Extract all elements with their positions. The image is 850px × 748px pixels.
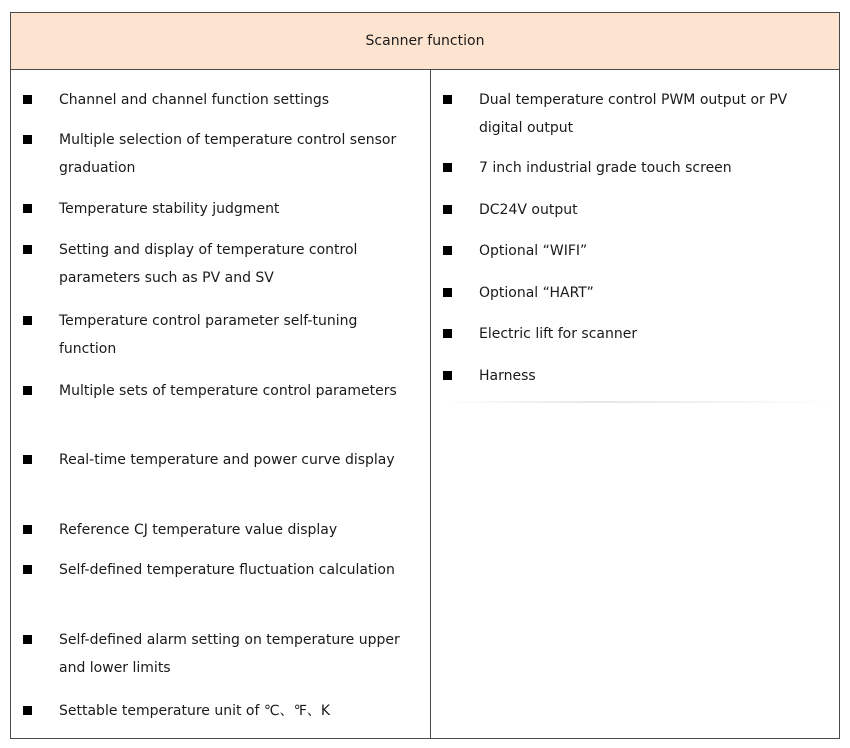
list-item: Electric lift for scanner [431, 320, 831, 348]
square-bullet-icon [23, 706, 32, 715]
square-bullet-icon [23, 565, 32, 574]
list-item: Harness [431, 362, 831, 390]
list-item: Settable temperature unit of ℃、℉、K [11, 697, 411, 725]
list-item: Optional “WIFI” [431, 237, 831, 265]
list-item: Temperature stability judgment [11, 195, 411, 223]
list-item: Real-time temperature and power curve display [11, 446, 411, 474]
left-column [11, 70, 431, 738]
square-bullet-icon [23, 316, 32, 325]
square-bullet-icon [23, 135, 32, 144]
list-item: Dual temperature control PWM output or PV digital output [431, 86, 831, 142]
list-item: Self-defined alarm setting on temperature upper and lower limits [11, 626, 411, 682]
list-item: Temperature control parameter self-tuning function [11, 307, 411, 363]
right-column [431, 70, 839, 738]
square-bullet-icon [443, 95, 452, 104]
square-bullet-icon [23, 525, 32, 534]
square-bullet-icon [23, 95, 32, 104]
square-bullet-icon [443, 205, 452, 214]
list-item: Setting and display of temperature control parameters such as PV and SV [11, 236, 411, 292]
square-bullet-icon [23, 635, 32, 644]
square-bullet-icon [443, 163, 452, 172]
square-bullet-icon [23, 455, 32, 464]
square-bullet-icon [443, 329, 452, 338]
list-item: Multiple sets of temperature control parameters [11, 377, 411, 405]
table-title: Scanner function [365, 33, 485, 49]
list-item: DC24V output [431, 196, 831, 224]
list-item: Multiple selection of temperature control sensor graduation [11, 126, 411, 182]
list-item: Self-defined temperature fluctuation calculation [11, 556, 411, 584]
feature-table [10, 12, 840, 739]
square-bullet-icon [443, 288, 452, 297]
table-header [11, 13, 839, 70]
divider [441, 401, 835, 403]
list-item: 7 inch industrial grade touch screen [431, 154, 831, 182]
list-item: Channel and channel function settings [11, 86, 411, 114]
list-item: Reference CJ temperature value display [11, 516, 411, 544]
list-item: Optional “HART” [431, 279, 831, 307]
square-bullet-icon [23, 245, 32, 254]
square-bullet-icon [23, 204, 32, 213]
square-bullet-icon [443, 246, 452, 255]
table-body [11, 70, 839, 738]
square-bullet-icon [443, 371, 452, 380]
square-bullet-icon [23, 386, 32, 395]
